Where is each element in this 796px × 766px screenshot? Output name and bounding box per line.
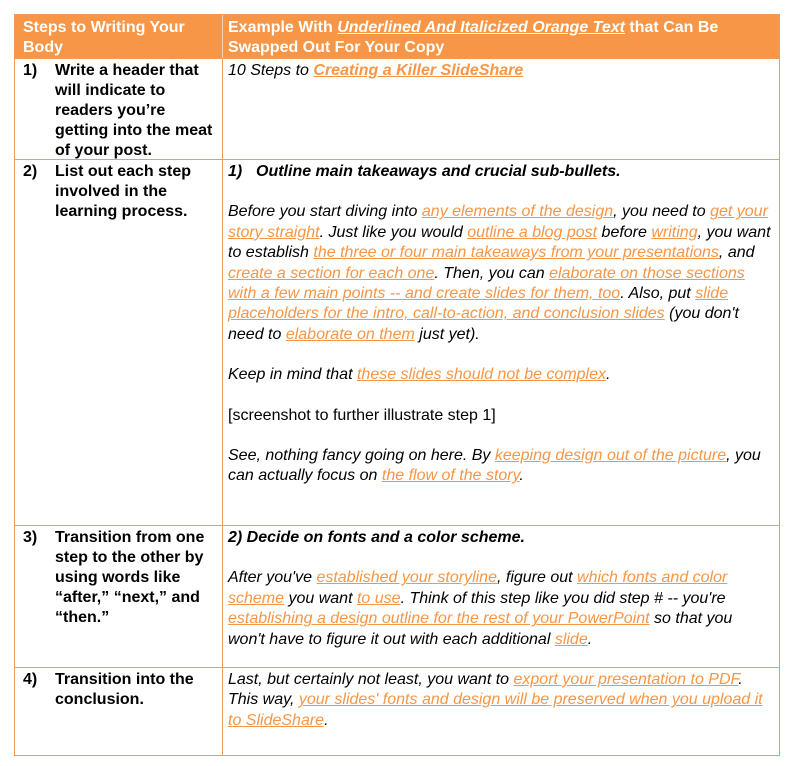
table-row (15, 525, 779, 667)
step-cell (15, 526, 223, 667)
example-paragraph (228, 568, 773, 650)
example-cell (223, 668, 779, 755)
step-text: Write a header that will indicate to readers you’re getting into the meat of your post. (55, 62, 213, 159)
example-text: (you don't need to (228, 305, 739, 343)
example-cell (223, 526, 779, 667)
example-link[interactable]: your slides' fonts and design will be preserved when you upload it to SlideShare (228, 691, 763, 729)
example-link[interactable]: established your storyline (316, 569, 497, 587)
example-text: . (606, 366, 611, 384)
example-link[interactable]: create a section for each one (228, 264, 435, 282)
steps-table (14, 14, 780, 756)
example-link[interactable]: any elements of the design (421, 203, 614, 221)
example-text: , you can actually focus on (228, 447, 761, 485)
example-link[interactable]: export your presentation to PDF (513, 671, 739, 688)
example-text: Before you start diving into (228, 203, 422, 221)
step-number: 1) (23, 62, 38, 79)
example-heading: 2) Decide on fonts and a color scheme. (228, 529, 525, 546)
example-paragraph (228, 365, 773, 385)
example-text: After you've (228, 569, 317, 587)
step-text: Transition from one step to the other by using words like “after,” “next,” and “then.” (55, 529, 205, 626)
header-example-column (223, 15, 779, 58)
example-text: . (519, 467, 524, 485)
example-link[interactable]: keeping design out of the picture (494, 447, 727, 465)
example-link[interactable]: slide placeholders for the intro, call-to-action, and conclusion slides (228, 285, 729, 323)
example-text: , and (718, 244, 755, 262)
table-header-row (15, 15, 779, 58)
example-link[interactable]: elaborate on those sections with a few main points -- and create slides for them, too (228, 264, 745, 303)
example-text: . (324, 711, 329, 729)
step-number: 2) (23, 163, 38, 180)
example-text: , figure out (496, 569, 578, 587)
step-cell (15, 59, 223, 159)
example-heading-number: 1) (228, 163, 243, 180)
example-text: . Then, you can (434, 264, 550, 282)
example-text: . This way, (228, 671, 743, 709)
example-link[interactable]: writing (651, 223, 698, 241)
example-link[interactable]: get your story straight (228, 203, 768, 241)
example-text: . Just like you would (319, 223, 468, 241)
example-cell (223, 59, 779, 159)
example-text: so that you won't have to figure it out with each additional (228, 610, 733, 648)
step-cell (15, 160, 223, 525)
table-row (15, 667, 779, 755)
step-number: 3) (23, 529, 38, 546)
example-paragraph (228, 446, 773, 487)
example-text: See, nothing fancy going on here. By (228, 447, 495, 465)
example-text: . (587, 630, 593, 648)
example-link[interactable]: outline a blog post (467, 223, 598, 241)
example-text: before (597, 223, 652, 241)
example-link[interactable]: these slides should not be complex (356, 366, 607, 384)
example-text: Keep in mind that (228, 366, 357, 384)
example-text: just yet). (414, 325, 480, 343)
header-example-suffix: that Can Be Swapped Out For Your Copy (228, 19, 719, 56)
example-link[interactable]: establishing a design outline for the rest of your PowerPoint (228, 610, 650, 628)
example-paragraph (228, 670, 773, 731)
example-paragraph (228, 202, 773, 345)
example-text: , you want to establish (228, 223, 771, 262)
example-link[interactable]: to use (356, 589, 401, 607)
header-steps-column: Steps to Writing Your Body (15, 15, 223, 58)
example-link[interactable]: the flow of the story (381, 467, 520, 485)
example-heading-text: Outline main takeaways and crucial sub-bullets. (256, 163, 621, 180)
example-link[interactable]: elaborate on them (285, 325, 415, 343)
example-text: Last, but certainly not least, you want to (228, 671, 514, 688)
header-example-prefix: Example With (228, 19, 338, 36)
step-text: List out each step involved in the learning process. (55, 163, 192, 220)
step-text: Transition into the conclusion. (55, 671, 194, 708)
step-cell (15, 668, 223, 755)
header-example-highlight: Underlined And Italicized Orange Text (337, 19, 625, 36)
step-number: 4) (23, 671, 38, 688)
example-cell (223, 160, 779, 525)
example-text: . Think of this step like you did step # -- you're (400, 589, 726, 607)
table-row (15, 159, 779, 525)
example-text: you want (284, 589, 357, 607)
example-link[interactable]: which fonts and color scheme (228, 569, 728, 607)
example-link[interactable]: slide (554, 630, 588, 648)
example-text: . Also, put (620, 285, 696, 303)
example-text: , you need to (613, 203, 711, 221)
example-link[interactable]: Creating a Killer SlideShare (313, 62, 524, 79)
screenshot-placeholder: [screenshot to further illustrate step 1] (228, 406, 496, 424)
table-row (15, 58, 779, 159)
example-text: 10 Steps to (228, 62, 314, 79)
example-heading (228, 162, 773, 182)
example-link[interactable]: the three or four main takeaways from your presentations (313, 244, 719, 262)
